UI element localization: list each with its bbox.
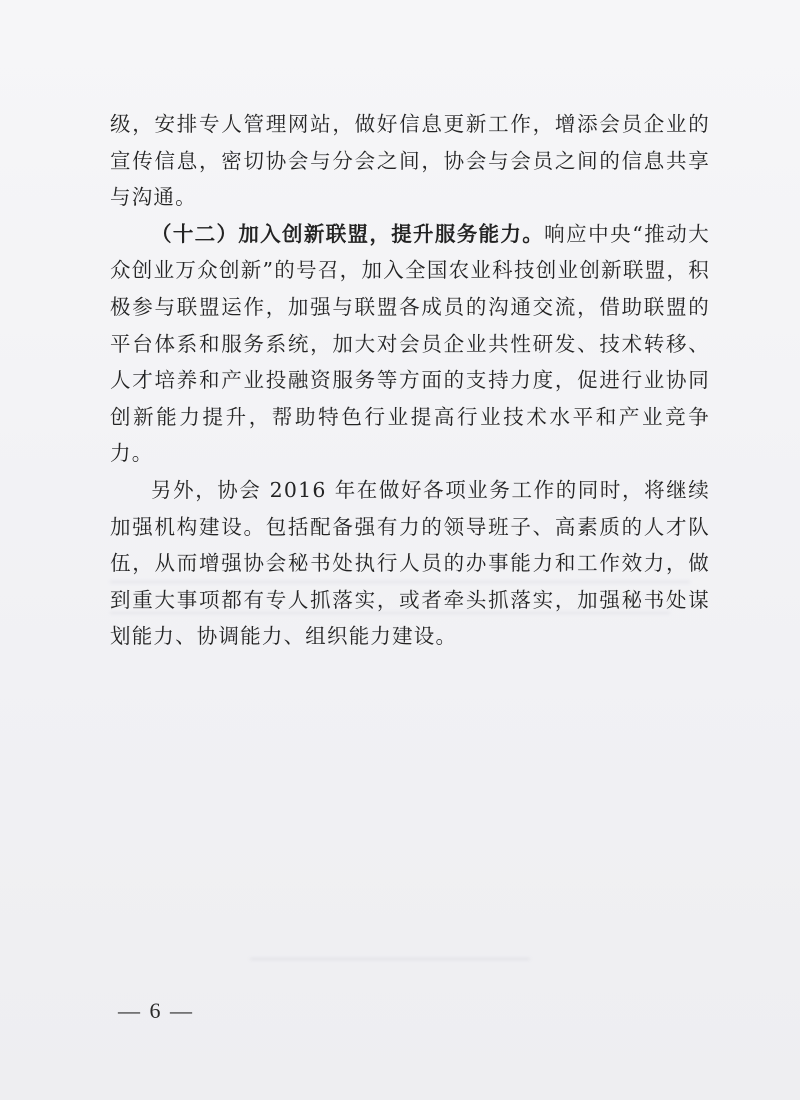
paragraph-additional bbox=[110, 472, 710, 655]
page-number: — 6 — bbox=[118, 998, 194, 1023]
scan-bleed-mark bbox=[250, 958, 530, 960]
paragraph-section-12 bbox=[110, 216, 710, 472]
paragraph-text: 另外，协会 2016 年在做好各项业务工作的同时，将继续加强机构建设。包括配备强有力的领导班子、高素质的人才队伍，从而增强协会秘书处执行人员的办事能力和工作效力，做到重大事项都有专人抓落实，或者牵头抓落实，加强秘书处谋划能力、协调能力、组织能力建设。 bbox=[110, 477, 710, 649]
paragraph-text: 响应中央“推动大众创业万众创新”的号召，加入全国农业科技创业创新联盟，积极参与联盟运作，加强与联盟各成员的沟通交流，借助联盟的平台体系和服务系统，加大对会员企业共性研发、技术转移、人才培养和产业投融资服务等方面的支持力度，促进行业协同创新能力提升，帮助特色行业提高行业技术水平和产业竞争力。 bbox=[110, 221, 710, 466]
paragraph-text: 级，安排专人管理网站，做好信息更新工作，增添会员企业的宣传信息，密切协会与分会之间，协会与会员之间的信息共享与沟通。 bbox=[110, 112, 710, 210]
document-body bbox=[110, 106, 710, 655]
section-heading: （十二）加入创新联盟，提升服务能力。 bbox=[151, 221, 545, 246]
paragraph-continuation bbox=[110, 106, 710, 216]
